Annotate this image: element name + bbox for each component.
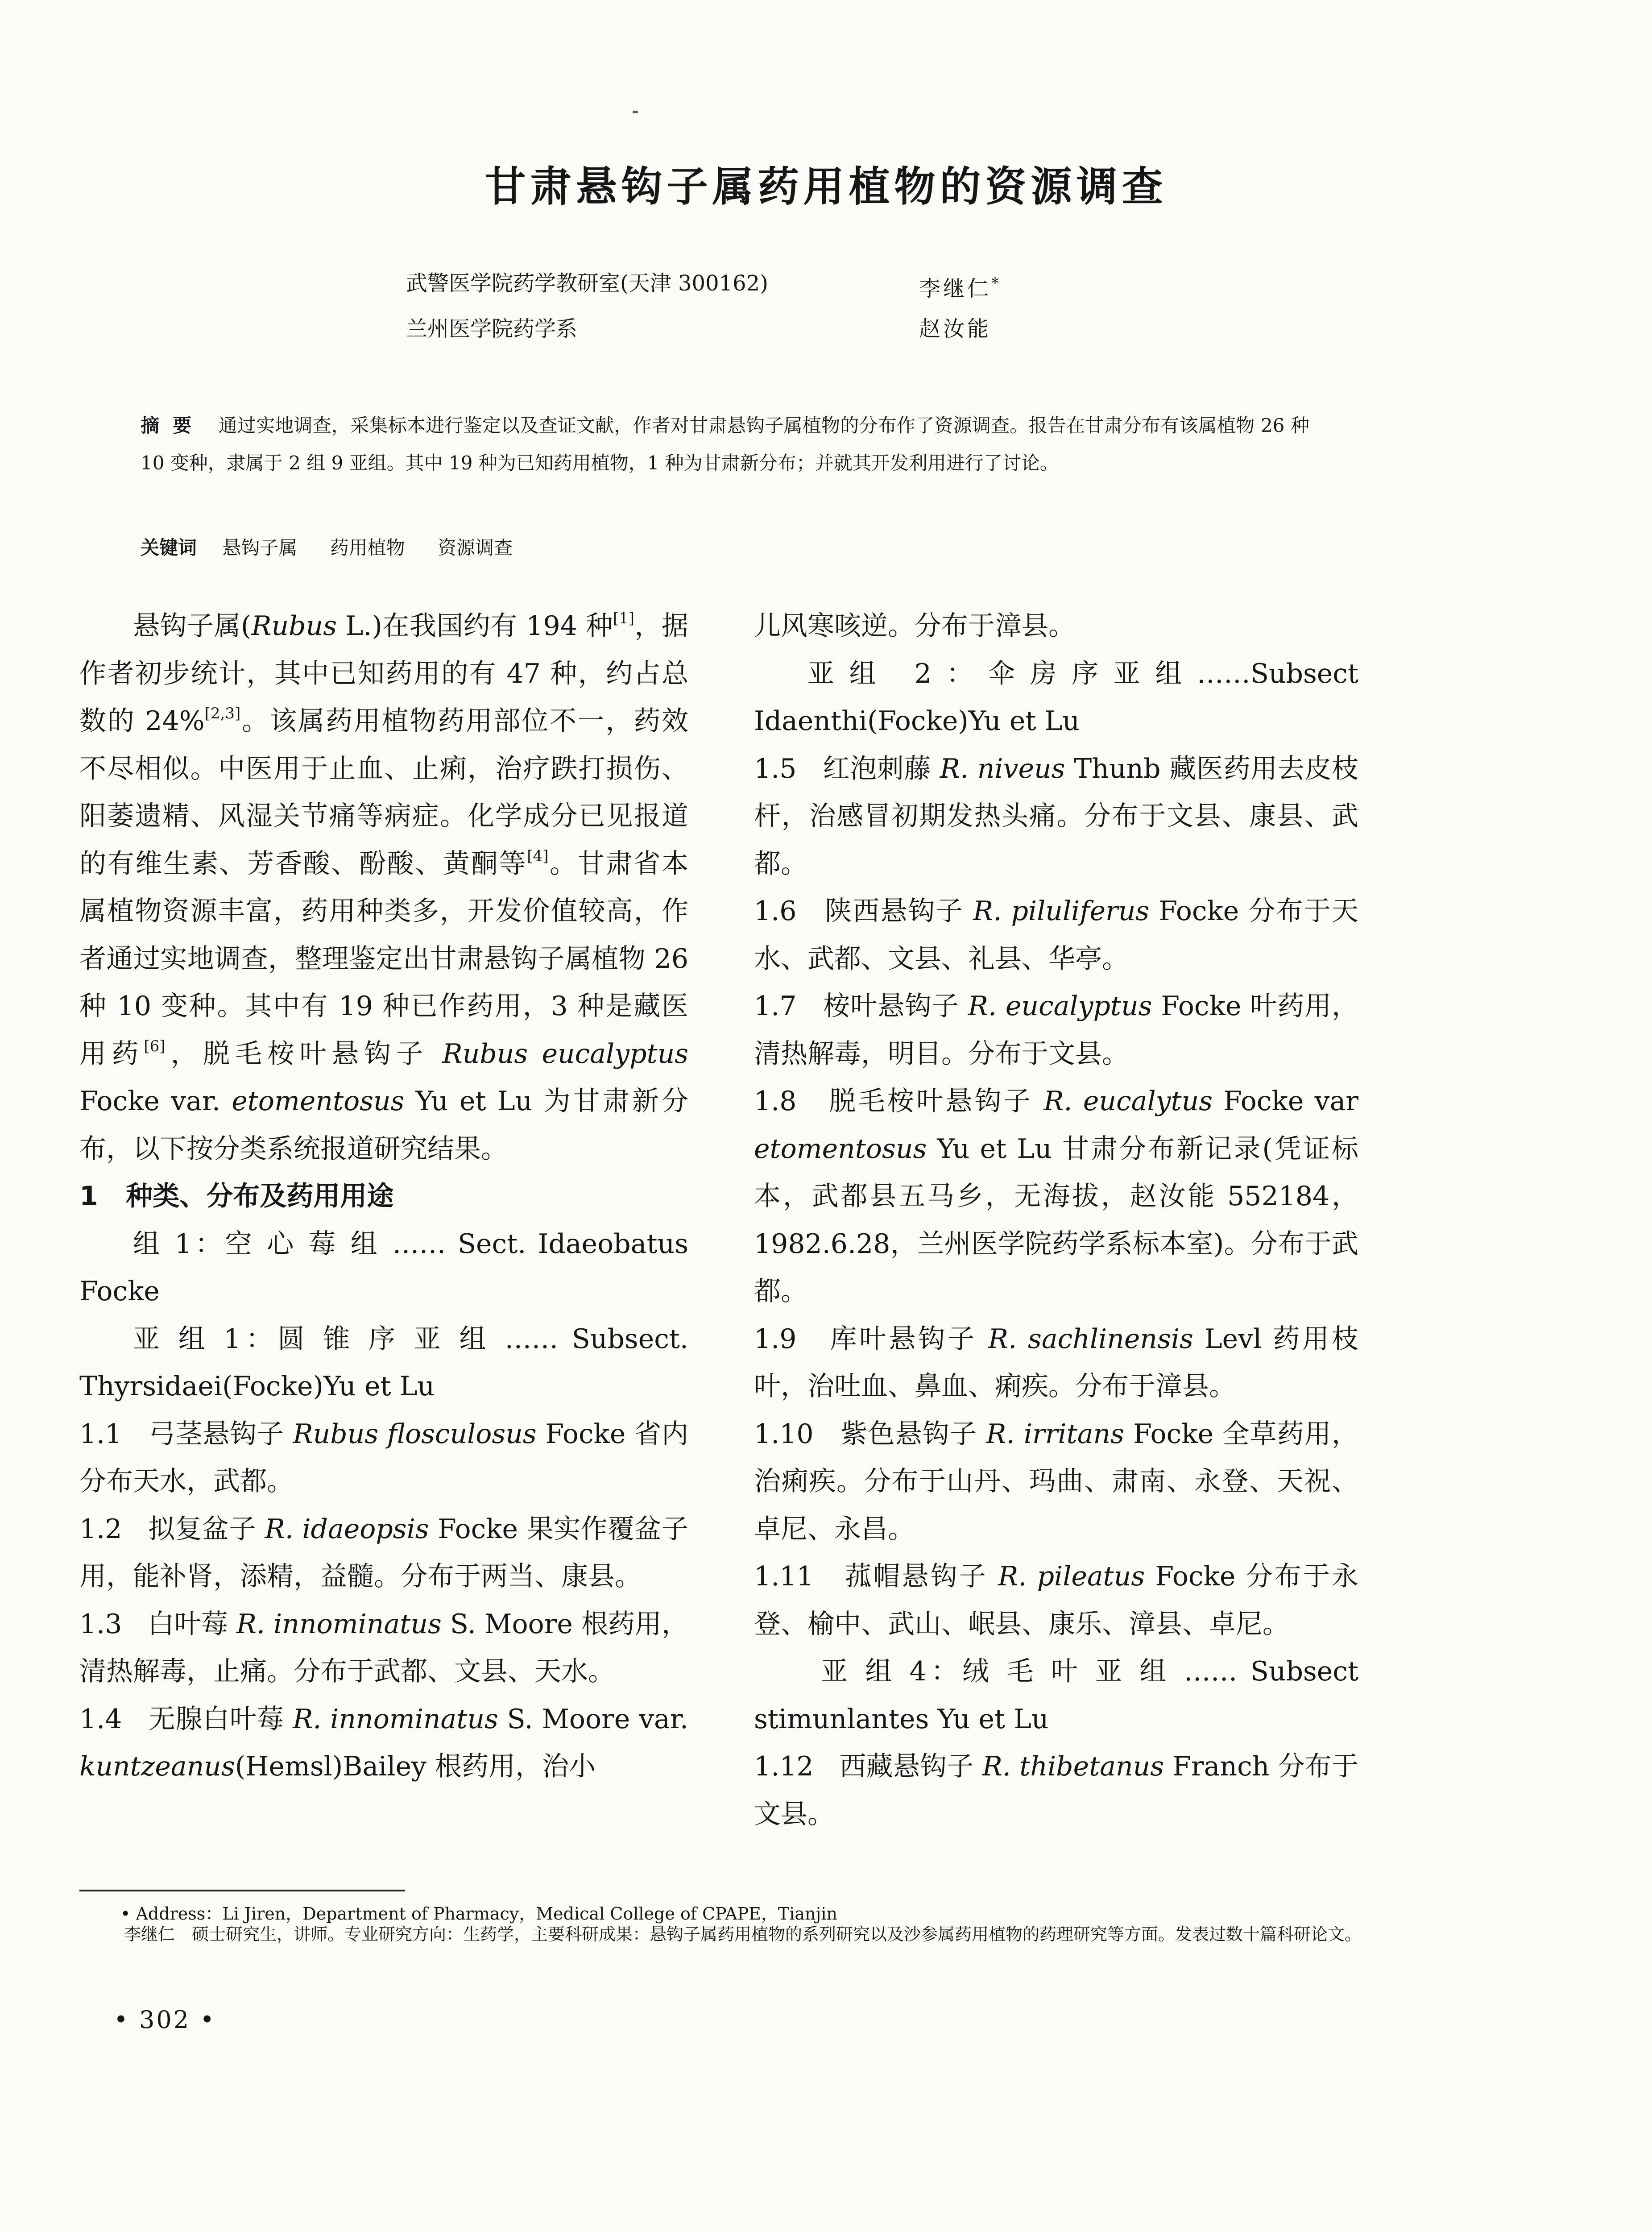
body-paragraph: 1.2 拟复盆子 R. idaeopsis Focke 果实作覆盆子用，能补肾，添精，益髓。分布于两当、康县。 xyxy=(79,1513,688,1592)
keywords xyxy=(141,530,539,566)
author-name: 李继仁* xyxy=(919,274,1002,301)
affiliation-org: 兰州医学院药学系 xyxy=(406,316,578,341)
section-heading: 1 种类、分布及药用用途 xyxy=(79,1181,394,1212)
footnote-rule xyxy=(79,1890,405,1891)
body-paragraph: 1.5 红泡刺藤 R. niveus Thunb 藏医药用去皮枝杆，治感冒初期发热头痛。分布于文县、康县、武都。 xyxy=(754,753,1358,879)
abstract-label: 摘要 xyxy=(141,415,205,436)
body-paragraph: 1.10 紫色悬钩子 R. irritans Focke 全草药用，治痢疾。分布于山丹、玛曲、肃南、永登、天祝、卓尼、永昌。 xyxy=(754,1418,1358,1545)
author-mark: * xyxy=(991,274,1002,292)
keywords-label: 关键词 xyxy=(141,537,197,559)
body-left-column xyxy=(79,602,688,1791)
abstract-text: 通过实地调查，采集标本进行鉴定以及查证文献，作者对甘肃悬钩子属植物的分布作了资源调查。报告在甘肃分布有该属植物 26 种 10 变种，隶属于 2 组 9 亚组。其中 19 种为已知药用植物，1 种为甘肃新分布；并就其开发利用进行了讨论。 xyxy=(141,415,1309,474)
abstract xyxy=(141,407,1309,482)
body-paragraph: 1.12 西藏悬钩子 R. thibetanus Franch 分布于文县。 xyxy=(754,1751,1358,1830)
body-paragraph: 1.3 白叶莓 R. innominatus S. Moore 根药用，清热解毒，止痛。分布于武都、文县、天水。 xyxy=(79,1608,689,1687)
body-paragraph: 亚 组 4：绒 毛 叶 亚 组 …… Subsect stimunlantes Yu et Lu xyxy=(754,1656,1358,1735)
body-paragraph: 1.11 菰帽悬钩子 R. pileatus Focke 分布于永登、榆中、武山、岷县、康乐、漳县、卓尼。 xyxy=(754,1561,1358,1640)
footnote-address: • Address：Li Jiren，Department of Pharmacy，Medical College of CPAPE，Tianjin xyxy=(120,1904,837,1924)
body-paragraph: 1.1 弓茎悬钩子 Rubus flosculosus Focke 省内分布天水，武都。 xyxy=(79,1418,688,1497)
body-paragraph: 1.4 无腺白叶莓 R. innominatus S. Moore var. kuntzeanus(Hemsl)Bailey 根药用，治小 xyxy=(79,1703,688,1782)
body-paragraph: 亚 组 1：圆 锥 序 亚 组 …… Subsect. Thyrsidaei(Focke)Yu et Lu xyxy=(79,1323,688,1402)
keyword: 悬钩子属 xyxy=(222,537,298,559)
body-paragraph: 1.8 脱毛桉叶悬钩子 R. eucalytus Focke var etomentosus Yu et Lu 甘肃分布新记录(凭证标本，武都县五马乡，无海拔，赵汝能 552184，1982.6.28，兰州医学院药学系标本室)。分布于武都。 xyxy=(754,1086,1358,1307)
footnote-author-bio: 李继仁 硕士研究生，讲师。专业研究方向：生药学，主要科研成果：悬钩子属药用植物的系列研究以及沙参属药用植物的药理研究等方面。发表过数十篇科研论文。 xyxy=(124,1924,1362,1944)
affiliation-org: 武警医学院药学教研室(天津 300162) xyxy=(406,271,768,296)
article-title: 甘肃悬钩子属药用植物的资源调查 xyxy=(484,163,1168,211)
footnotes xyxy=(79,1903,1373,1945)
body-right-column xyxy=(754,602,1358,1838)
body-paragraph: 1.7 桉叶悬钩子 R. eucalyptus Focke 叶药用，清热解毒，明目。分布于文县。 xyxy=(754,991,1358,1070)
body-paragraph: 悬钩子属(Rubus L.)在我国约有 194 种[1]，据作者初步统计，其中已知药用的有 47 种，约占总数的 24%[2,3]。该属药用植物药用部位不一，药效不尽相似。中医用于止血、止痢，治疗跌打损伤、阳萎遗精、风湿关节痛等病症。化学成分已见报道的有维生素、芳香酸、酚酸、黄酮等[4]。甘肃省本属植物资源丰富，药用种类多，开发价值较高，作者通过实地调查，整理鉴定出甘肃悬钩子属植物 26 种 10 变种。其中有 19 种已作药用，3 种是藏医用药[6]，脱毛桉叶悬钩子 Rubus eucalyptus Focke var. etomentosus Yu et Lu 为甘肃新分布，以下按分类系统报道研究结果。 xyxy=(79,610,689,1165)
scan-speck xyxy=(633,111,638,113)
keyword: 资源调查 xyxy=(438,537,513,559)
author-name: 赵汝能 xyxy=(919,316,992,341)
body-paragraph: 组 1：空 心 莓 组 …… Sect. Idaeobatus Focke xyxy=(79,1228,688,1307)
body-paragraph: 亚组 2：伞房序亚组……Subsect Idaenthi(Focke)Yu et Lu xyxy=(754,658,1358,737)
body-paragraph: 1.9 库叶悬钩子 R. sachlinensis Levl 药用枝叶，治吐血、鼻血、痢疾。分布于漳县。 xyxy=(754,1323,1358,1402)
page-number: • 302 • xyxy=(114,2006,216,2034)
body-paragraph: 儿风寒咳逆。分布于漳县。 xyxy=(754,610,1075,642)
keyword: 药用植物 xyxy=(330,537,405,559)
body-paragraph: 1.6 陕西悬钩子 R. piluliferus Focke 分布于天水、武都、文县、礼县、华亭。 xyxy=(754,896,1358,975)
